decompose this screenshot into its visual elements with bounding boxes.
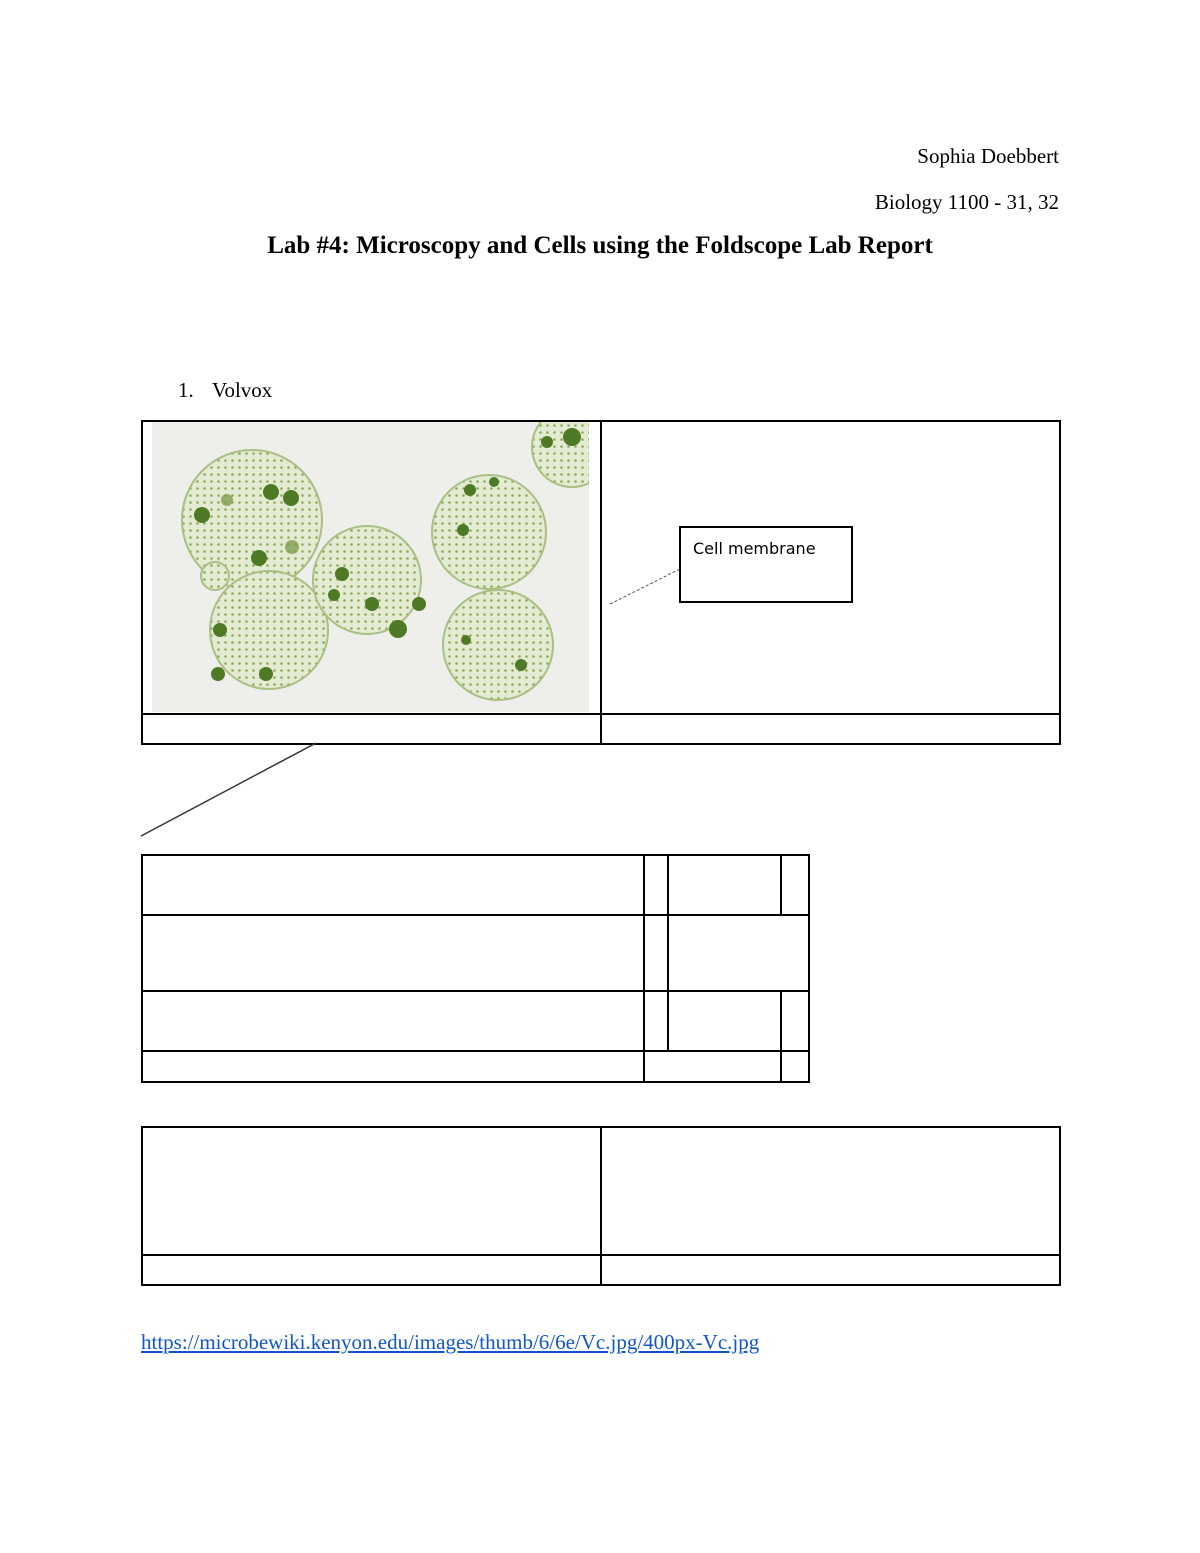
table2-row2-col3 xyxy=(667,914,810,992)
table2-row1-col3 xyxy=(667,854,782,916)
table2-row4-col3 xyxy=(780,1050,810,1083)
table3-row2-col1 xyxy=(141,1254,602,1286)
course-name: Biology 1100 - 31, 32 xyxy=(874,190,1059,214)
table2-row1-col4 xyxy=(780,854,810,916)
table3-row1-col2 xyxy=(600,1126,1061,1256)
table1-caption-right xyxy=(600,713,1061,745)
table2-row3-col4 xyxy=(780,990,810,1052)
author-name: Sophia Doebbert xyxy=(917,144,1059,168)
volvox-micrograph xyxy=(152,422,589,712)
table3-row2-col2 xyxy=(600,1254,1061,1286)
table2-row3-col3 xyxy=(667,990,782,1052)
cell-membrane-label: Cell membrane xyxy=(679,526,853,603)
section-number: 1. xyxy=(178,378,194,402)
table2-row1-col1 xyxy=(141,854,645,916)
section-heading xyxy=(178,378,272,403)
table2-row4-col1 xyxy=(141,1050,645,1083)
document-title: Lab #4: Microscopy and Cells using the Foldscope Lab Report xyxy=(267,232,933,259)
table2-row3-col2 xyxy=(643,990,669,1052)
source-link[interactable]: https://microbewiki.kenyon.edu/images/thumb/6/6e/Vc.jpg/400px-Vc.jpg xyxy=(141,1330,760,1354)
section-label: Volvox xyxy=(212,378,273,402)
table2-row2-col1 xyxy=(141,914,645,992)
table2-row2-col2 xyxy=(643,914,669,992)
table2-row4-col2 xyxy=(643,1050,782,1083)
diagonal-pointer-line xyxy=(138,740,323,840)
table3-row1-col1 xyxy=(141,1126,602,1256)
table2-row1-col2 xyxy=(643,854,669,916)
label-pointer-line xyxy=(600,560,690,610)
table2-row3-col1 xyxy=(141,990,645,1052)
